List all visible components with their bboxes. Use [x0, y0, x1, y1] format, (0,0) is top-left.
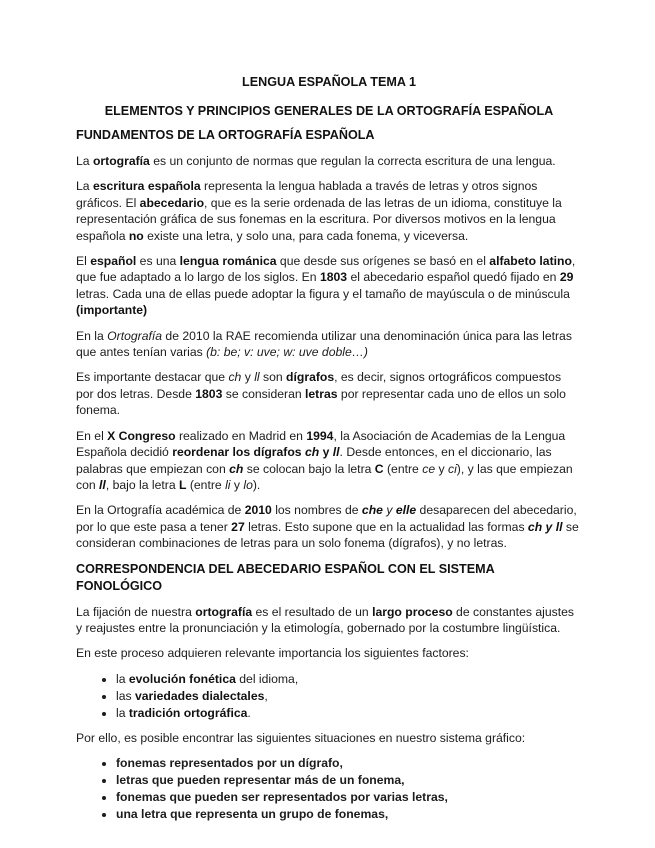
- list-item: • fonemas que pueden ser representados por varias letras,: [116, 789, 582, 805]
- factors-list: [76, 671, 582, 721]
- list-item: • las variedades dialectales,: [116, 688, 582, 704]
- document-page: [76, 74, 582, 832]
- paragraph-escritura: La escritura española representa la lengua hablada a través de letras y otros signos gráficos. El abecedario, que es la serie ordenada de las letras de un idioma, constituye la representación gráfica de sus fonemas en la escritura. Por diversos motivos en la lengua española no existe una letra, y solo una, para cada fonema, y viceversa.: [76, 179, 562, 243]
- paragraph-espanol: El español es una lengua románica que desde sus orígenes se basó en el alfabeto latino, que fue adaptado a lo largo de los siglos. En 1803 el abecedario español quedó fijado en 29 letras. Cada una de ellas puede adoptar la figura y el tamaño de mayúscula o de minúscula (importante): [76, 254, 576, 318]
- list-item: • la tradición ortográfica.: [116, 705, 582, 721]
- paragraph-digrafos: Es importante destacar que ch y ll son dígrafos, es decir, signos ortográficos compuestos por dos letras. Desde 1803 se consideran letras por representar cada uno de ellos un solo fonema.: [76, 370, 566, 418]
- paragraph-congreso: En el X Congreso realizado en Madrid en 1994, la Asociación de Academias de la Lengua Española decidió reordenar los dígrafos ch y ll. Desde entonces, en el diccionario, las palabras que empiezan con ch se colocan bajo la letra C (entre ce y ci), y las que empiezan con ll, bajo la letra L (entre li y lo).: [76, 428, 573, 492]
- section-heading-fundamentos: FUNDAMENTOS DE LA ORTOGRAFÍA ESPAÑOLA: [76, 128, 375, 142]
- situations-list: [76, 755, 582, 822]
- paragraph-ortografia: La ortografía es un conjunto de normas que regulan la correcta escritura de una lengua.: [76, 154, 556, 168]
- paragraph-factores-intro: En este proceso adquieren relevante importancia los siguientes factores:: [76, 646, 469, 661]
- paragraph-situaciones-intro: Por ello, es posible encontrar las siguientes situaciones en nuestro sistema gráfico:: [76, 730, 526, 745]
- paragraph-ortografia-2010: En la Ortografía de 2010 la RAE recomienda utilizar una denominación única para las letras que antes tenían varias (b: be; v: uve; w: uve doble…): [76, 328, 572, 360]
- section-heading-correspondencia: CORRESPONDENCIA DEL ABECEDARIO ESPAÑOL CON EL SISTEMA FONOLÓGICO: [76, 561, 495, 593]
- list-item: • la evolución fonética del idioma,: [116, 671, 582, 687]
- list-item: • fonemas representados por un dígrafo,: [116, 755, 582, 771]
- list-item: • una letra que representa un grupo de fonemas,: [116, 806, 582, 822]
- paragraph-che-elle: En la Ortografía académica de 2010 los nombres de che y elle desaparecen del abecedario, por lo que este pasa a tener 27 letras. Esto supone que en la actualidad las formas ch y ll se consideran combinaciones de letras para un solo fonema (dígrafos), y no letras.: [76, 503, 579, 551]
- paragraph-fijacion: La fijación de nuestra ortografía es el resultado de un largo proceso de constantes ajustes y reajustes entre la pronunciación y la etimología, gobernado por la costumbre lingüística.: [76, 604, 574, 635]
- document-subtitle: ELEMENTOS Y PRINCIPIOS GENERALES DE LA ORTOGRAFÍA ESPAÑOLA: [104, 104, 554, 118]
- document-title: LENGUA ESPAÑOLA TEMA 1: [242, 75, 416, 89]
- list-item: • letras que pueden representar más de un fonema,: [116, 772, 582, 788]
